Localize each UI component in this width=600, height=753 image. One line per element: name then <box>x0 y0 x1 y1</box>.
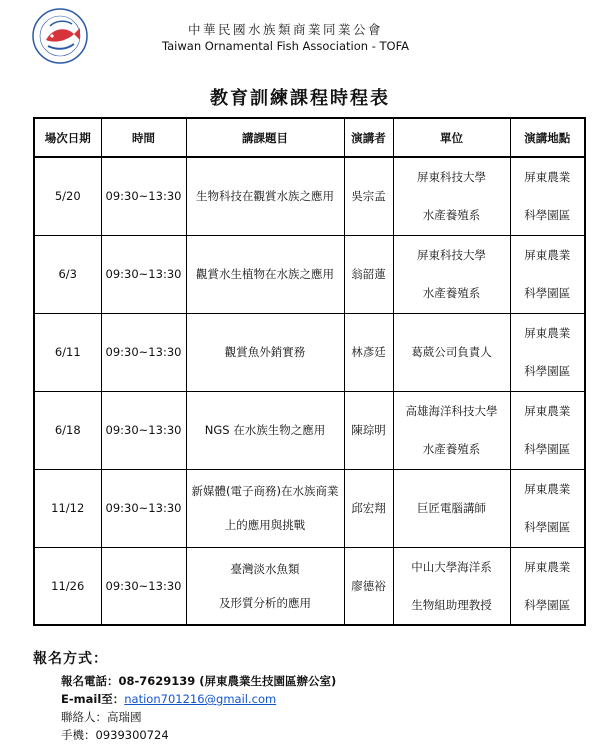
document-title: 教育訓練課程時程表 <box>210 88 390 109</box>
course-schedule-table <box>33 117 586 626</box>
org-name-english: Taiwan Ornamental Fish Association - TOFA <box>162 39 409 53</box>
header-unit: 單位 <box>393 118 510 157</box>
session-topic-line: 生物科技在觀賞水族之應用 <box>196 189 334 204</box>
session-date: 6/11 <box>34 313 101 391</box>
session-topic-line: NGS 在水族生物之應用 <box>204 423 326 437</box>
session-topic <box>186 547 344 625</box>
header-date: 場次日期 <box>34 118 101 157</box>
session-date: 11/12 <box>34 469 101 547</box>
session-speaker: 吳宗孟 <box>344 157 393 235</box>
session-topic <box>186 391 344 469</box>
header-speaker: 演講者 <box>344 118 393 157</box>
session-unit <box>393 469 510 547</box>
session-unit-line: 生物組助理教授 <box>411 597 492 612</box>
session-time: 09:30~13:30 <box>101 469 186 547</box>
session-venue-line: 屏東農業 <box>524 482 571 496</box>
session-venue-line: 屏東農業 <box>524 248 571 262</box>
session-speaker: 翁韶蓮 <box>344 235 393 313</box>
session-time: 09:30~13:30 <box>101 157 186 235</box>
org-name-chinese: 中華民國水族類商業同業公會 <box>188 22 384 37</box>
session-topic-line: 觀賞水生植物在水族之應用 <box>196 267 334 281</box>
session-venue-line: 屏東農業 <box>524 404 571 418</box>
header-time: 時間 <box>101 118 186 157</box>
session-time: 09:30~13:30 <box>101 391 186 469</box>
association-logo <box>30 6 90 66</box>
session-venue <box>510 469 585 547</box>
session-date: 6/3 <box>34 235 101 313</box>
session-topic <box>186 313 344 391</box>
session-venue-line: 屏東農業 <box>524 326 571 340</box>
session-time: 09:30~13:30 <box>101 235 186 313</box>
session-venue-line: 科學園區 <box>524 442 571 456</box>
session-unit <box>393 313 510 391</box>
session-unit <box>393 391 510 469</box>
session-unit-line: 水產養殖系 <box>422 442 481 456</box>
session-unit-line: 水產養殖系 <box>422 208 481 223</box>
session-unit-line: 水產養殖系 <box>422 286 481 300</box>
session-speaker: 廖德裕 <box>344 547 393 625</box>
session-unit-line: 屏東科技大學 <box>417 170 486 185</box>
table-row <box>34 547 585 625</box>
session-venue-line: 科學園區 <box>524 597 571 612</box>
session-topic-line: 及形質分析的應用 <box>219 595 311 610</box>
session-topic <box>186 469 344 547</box>
session-venue-line: 屏東農業 <box>524 170 571 185</box>
session-topic <box>186 157 344 235</box>
session-time: 09:30~13:30 <box>101 313 186 391</box>
session-speaker: 林彥廷 <box>344 313 393 391</box>
session-venue-line: 科學園區 <box>524 520 571 534</box>
header-venue: 演講地點 <box>510 118 585 157</box>
session-unit-line: 葛葳公司負責人 <box>411 345 492 359</box>
registration-email-row <box>33 690 573 708</box>
contact-mobile: 手機：0939300724 <box>61 728 169 742</box>
session-date: 11/26 <box>34 547 101 625</box>
contact-person: 聯絡人：高瑞國 <box>61 710 142 724</box>
session-venue <box>510 547 585 625</box>
email-label: E-mail至： <box>61 692 125 706</box>
email-link[interactable]: nation701216@gmail.com <box>124 692 277 706</box>
letterhead <box>30 6 590 70</box>
session-topic-line: 新媒體(電子商務)在水族商業 <box>191 484 339 498</box>
session-speaker: 邱宏翔 <box>344 469 393 547</box>
session-unit <box>393 547 510 625</box>
table-row <box>34 469 585 547</box>
session-topic-line: 臺灣淡水魚類 <box>230 561 300 576</box>
table-row <box>34 313 585 391</box>
session-venue-line: 屏東農業 <box>524 559 571 574</box>
session-topic-line: 上的應用與挑戰 <box>224 518 306 532</box>
session-unit-line: 高雄海洋科技大學 <box>405 404 498 418</box>
registration-info <box>33 648 573 744</box>
session-venue <box>510 313 585 391</box>
session-venue <box>510 391 585 469</box>
session-venue-line: 科學園區 <box>524 364 571 378</box>
session-unit <box>393 235 510 313</box>
table-row <box>34 391 585 469</box>
session-venue <box>510 235 585 313</box>
registration-phone: 報名電話：08-7629139 (屏東農業生技園區辦公室) <box>61 674 337 688</box>
session-venue-line: 科學園區 <box>524 208 571 223</box>
registration-title: 報名方式： <box>33 651 108 667</box>
session-venue <box>510 157 585 235</box>
session-topic-line: 觀賞魚外銷實務 <box>224 345 306 359</box>
session-unit-line: 中山大學海洋系 <box>411 559 492 574</box>
table-row <box>34 157 585 235</box>
table-row <box>34 235 585 313</box>
session-date: 5/20 <box>34 157 101 235</box>
session-speaker: 陳琮明 <box>344 391 393 469</box>
session-venue-line: 科學園區 <box>524 286 571 300</box>
session-time: 09:30~13:30 <box>101 547 186 625</box>
table-header-row <box>34 118 585 157</box>
session-date: 6/18 <box>34 391 101 469</box>
session-unit-line: 屏東科技大學 <box>417 248 486 262</box>
session-topic <box>186 235 344 313</box>
session-unit <box>393 157 510 235</box>
header-topic: 講課題目 <box>186 118 344 157</box>
session-unit-line: 巨匠電腦講師 <box>417 501 486 515</box>
